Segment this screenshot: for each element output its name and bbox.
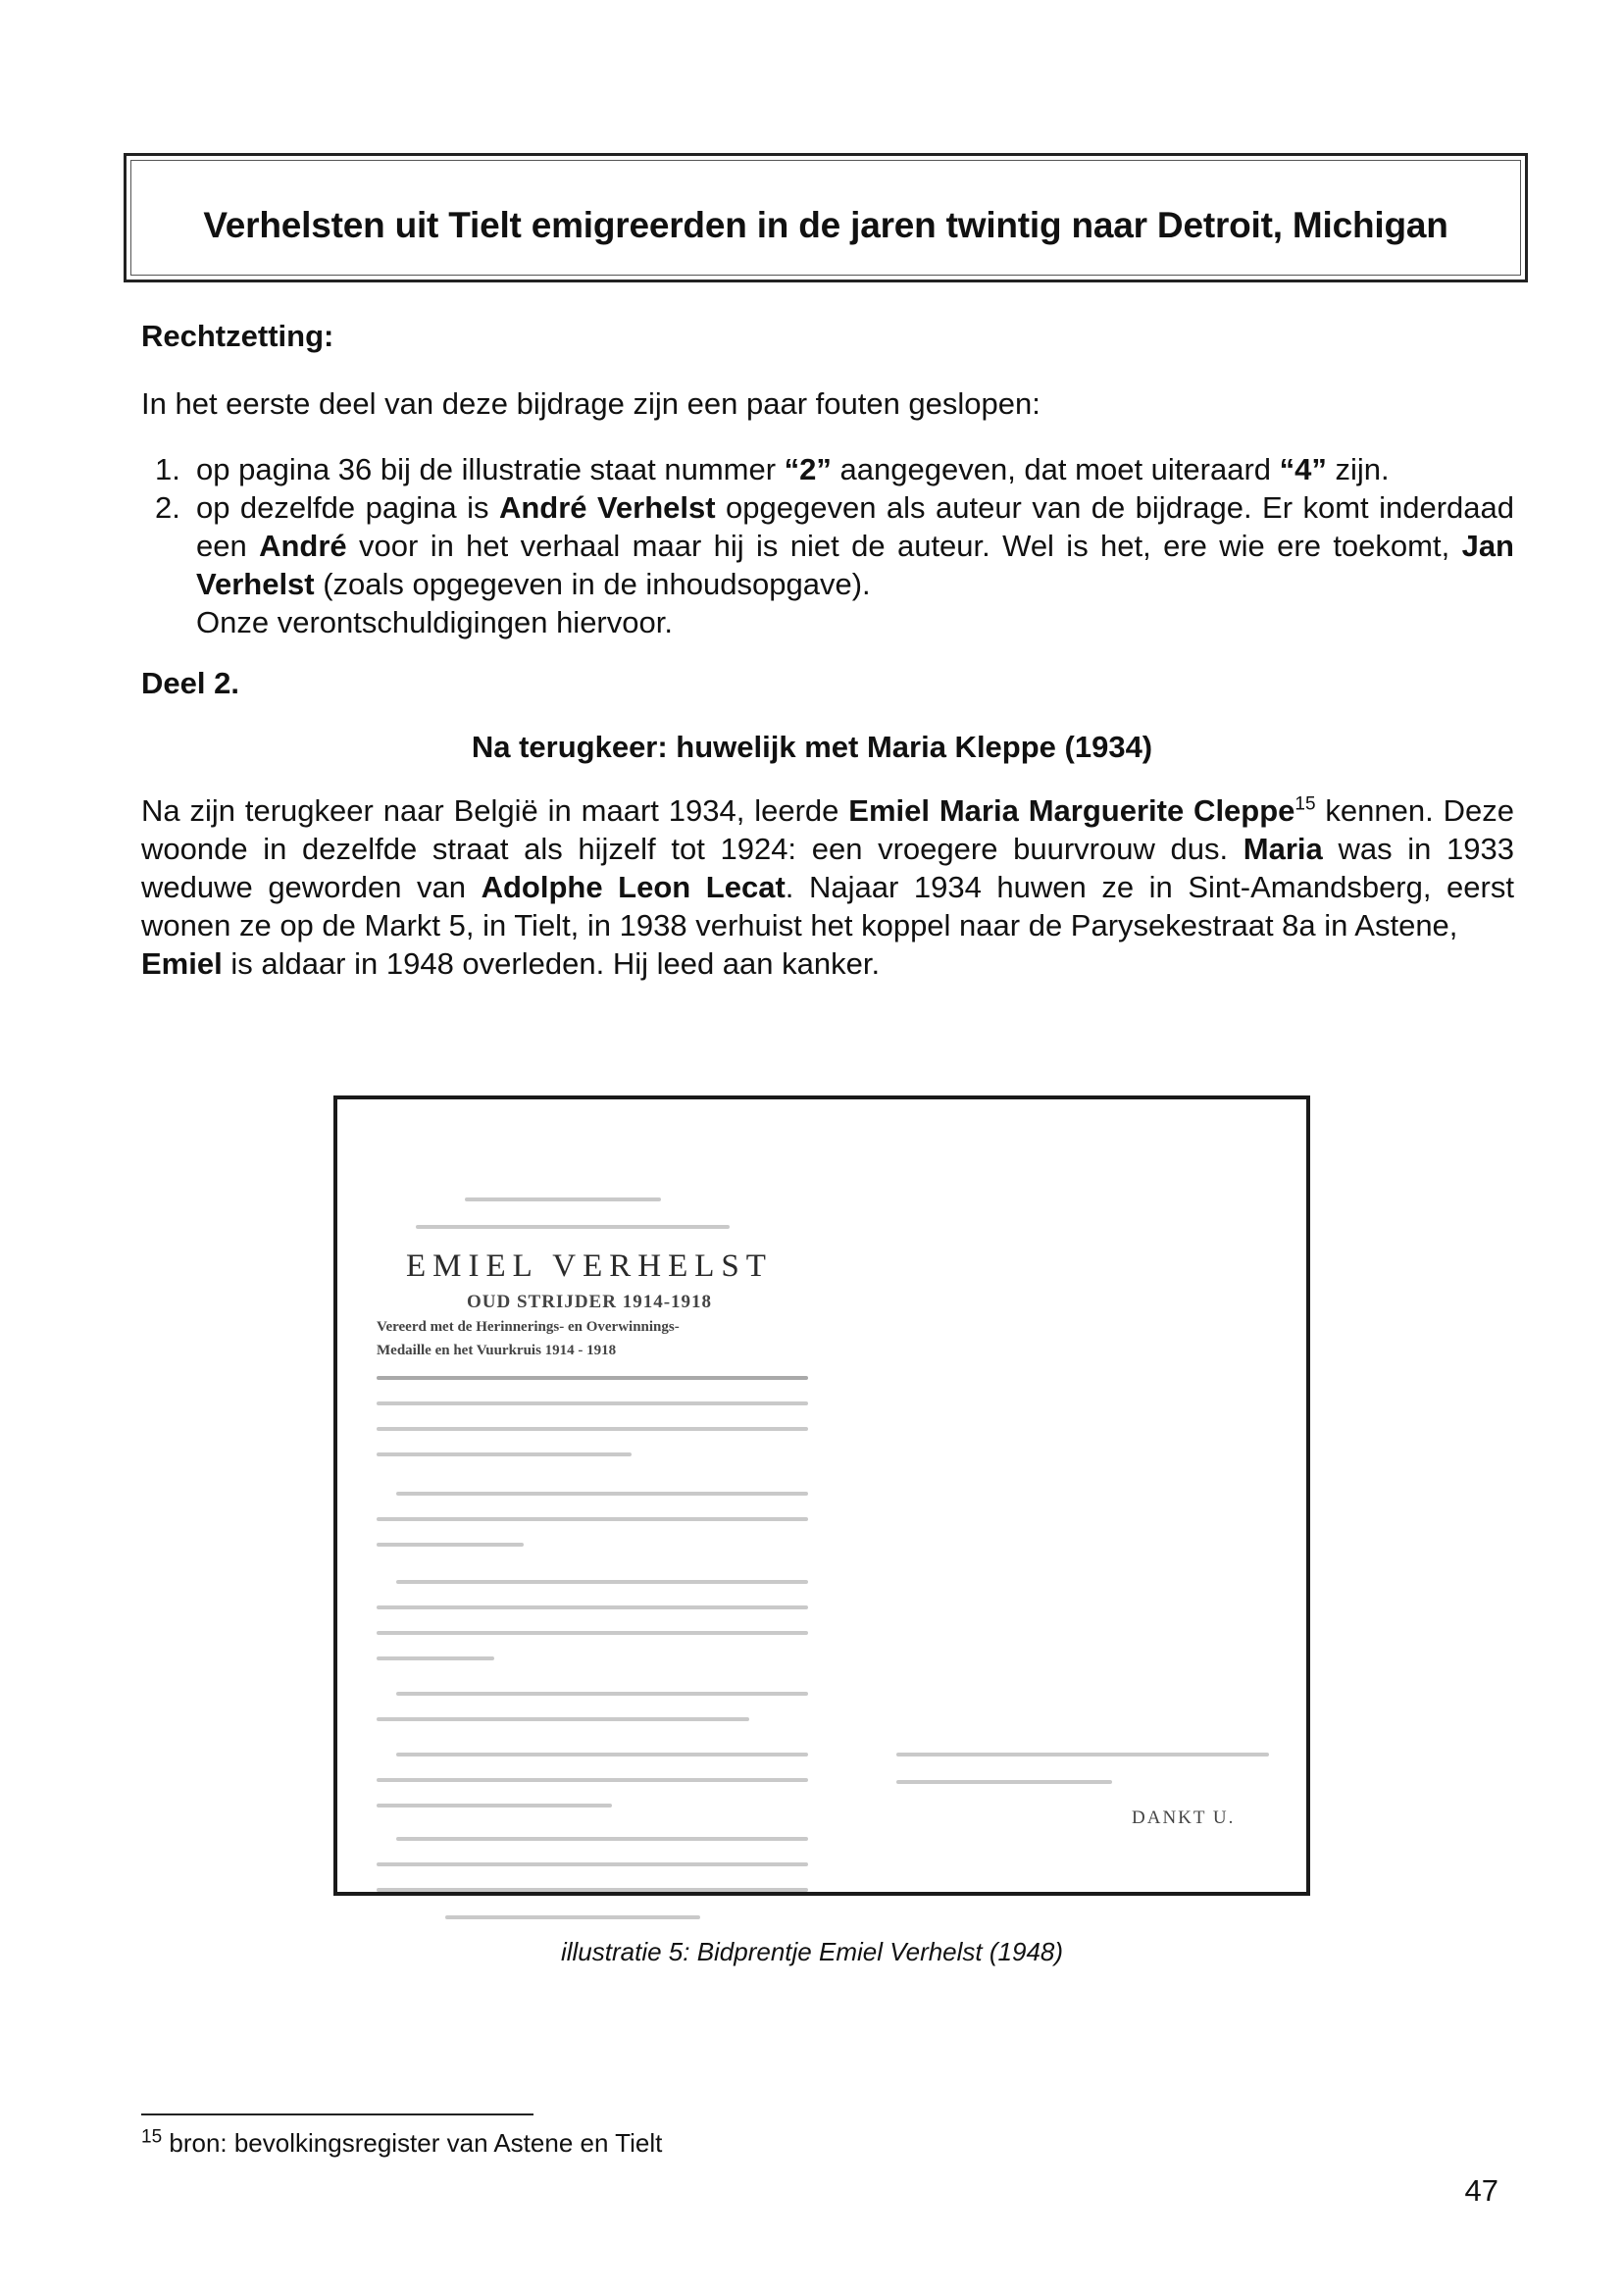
footnote-divider — [141, 2113, 533, 2115]
card-name: EMIEL VERHELST — [406, 1248, 773, 1284]
list-text: aangegeven, dat moet uiteraard — [831, 452, 1280, 486]
body-bold: Maria — [1243, 832, 1323, 866]
list-bold: “4” — [1279, 452, 1327, 486]
body-text: is aldaar in 1948 overleden. Hij leed aan kanker. — [222, 946, 881, 981]
correction-intro: In het eerste deel van deze bijdrage zijn een paar fouten geslopen: — [141, 386, 1040, 421]
footnote-ref: 15 — [1294, 793, 1316, 815]
list-number: 2. — [155, 490, 180, 525]
list-text: opgegeven als auteur van de bijdrage. Er komt inderdaad een — [196, 490, 1514, 563]
page-title: Verhelsten uit Tielt emigreerden in de jaren twintig naar Detroit, Michigan — [203, 205, 1448, 245]
list-text: zijn. — [1326, 452, 1390, 486]
body-text: was in 1933 weduwe geworden van — [141, 832, 1515, 904]
body-bold: Adolphe Leon Lecat — [481, 870, 786, 904]
memorial-card-image — [333, 1095, 1310, 1896]
list-text: op dezelfde pagina is — [196, 490, 499, 525]
body-text: Na zijn terugkeer naar België in maart 1934, leerde — [141, 793, 849, 828]
list-bold: “2” — [784, 452, 832, 486]
card-line: Medaille en het Vuurkruis 1914 - 1918 — [377, 1343, 617, 1358]
card-thanks: DANKT U. — [1132, 1807, 1236, 1828]
body-text: kennen. Deze woonde in dezelfde straat als hijzelf tot 1924: een vroegere buurvrouw dus. — [141, 793, 1514, 866]
list-number: 1. — [155, 452, 180, 486]
card-subtitle: OUD STRIJDER 1914-1918 — [467, 1292, 713, 1312]
list-bold: Jan Verhelst — [196, 529, 1514, 601]
correction-heading: Rechtzetting: — [141, 319, 334, 353]
body-bold: Emiel Maria Marguerite Cleppe — [848, 793, 1295, 828]
list-text: voor in het verhaal maar hij is niet de auteur. Wel is het, ere wie ere toekomt, — [346, 529, 1462, 563]
apology-text: Onze verontschuldigingen hiervoor. — [196, 605, 673, 639]
body-bold: Emiel — [141, 946, 223, 981]
list-item — [141, 488, 1514, 603]
body-text: . Najaar 1934 huwen ze in Sint-Amandsberg, eerst wonen ze op de Markt 5, in Tielt, in 1938 verhuist het koppel naar de Parysekestraat 8a in Astene, — [141, 870, 1514, 942]
list-bold: André Verhelst — [498, 490, 716, 525]
correction-list — [141, 450, 1514, 641]
footnote — [141, 2128, 662, 2159]
list-bold: André — [259, 529, 347, 563]
part-label: Deel 2. — [141, 666, 239, 700]
card-line: Vereerd met de Herinnerings- en Overwinnings- — [377, 1319, 680, 1335]
page-number: 47 — [1464, 2173, 1498, 2208]
section-heading: Na terugkeer: huwelijk met Maria Kleppe (1934) — [471, 730, 1153, 764]
title-box — [124, 153, 1528, 282]
figure-caption: illustratie 5: Bidprentje Emiel Verhelst (1948) — [560, 1937, 1064, 1966]
footnote-number: 15 — [141, 2126, 163, 2148]
footnote-text: bron: bevolkingsregister van Astene en Tielt — [162, 2128, 663, 2158]
apology-line — [141, 603, 1514, 641]
body-paragraph — [141, 791, 1514, 983]
list-text: (zoals opgegeven in de inhoudsopgave). — [314, 567, 871, 601]
list-item — [141, 450, 1514, 488]
list-text: op pagina 36 bij de illustratie staat nummer — [196, 452, 785, 486]
